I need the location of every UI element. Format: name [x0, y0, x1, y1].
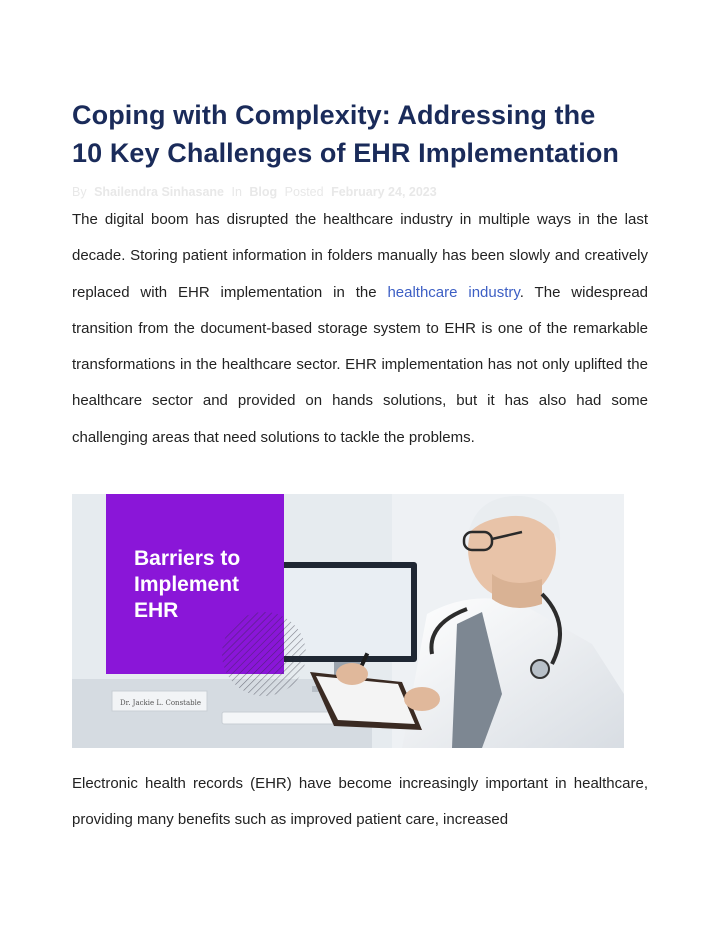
second-paragraph: Electronic health records (EHR) have become increasingly important in healthcare, providing many benefits such as improved patient care, increased [72, 775, 648, 829]
nameplate-text: Dr. Jackie L. Constable [120, 699, 202, 708]
article-meta [72, 184, 648, 200]
title-line-2: 10 Key Challenges of EHR Implementation [72, 138, 620, 168]
healthcare-industry-link[interactable]: healthcare industry [387, 283, 520, 301]
in-label: In [231, 185, 242, 199]
title-line-1: Coping with Complexity: Addressing the [72, 100, 596, 130]
by-label: By [72, 185, 87, 199]
hero-heading: Barriers to Implement EHR [134, 547, 241, 623]
article-title [72, 96, 648, 172]
posted-label: Posted [284, 185, 324, 199]
category-link[interactable]: Blog [249, 185, 278, 199]
article [72, 96, 648, 839]
post-date: February 24, 2023 [331, 185, 437, 199]
hero-image [72, 494, 624, 748]
intro-paragraph: The digital boom has disrupted the healthcare industry in multiple ways in the last decade. Storing patient information in folders manually has been slowly and creatively replaced with EHR implementation in the healthcare industry. The widespread transition from the document-based storage system to EHR is one of the remarkable transformations in the healthcare sector. EHR implementation has not only uplifted the healthcare sector and provided on hands solutions, but it has also had some challenging areas that need solutions to tackle the problems. [72, 211, 649, 446]
author-link[interactable]: Shailendra Sinhasane [94, 185, 224, 199]
